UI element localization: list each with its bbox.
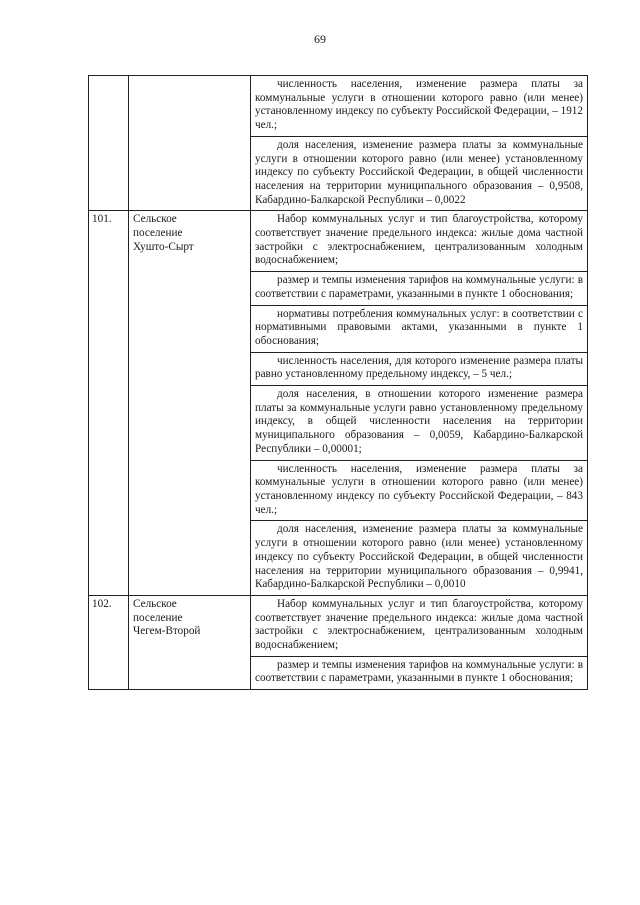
settlement-name: [129, 595, 251, 689]
row-description: [251, 76, 588, 211]
paragraph: Набор коммунальных услуг и тип благоустройства, которому соответствует значение предельного индекса: жилые дома частной застройки с электроснабжением, централизованным холодным водоснабжением;: [251, 596, 587, 657]
table-row: [89, 211, 588, 596]
settlement-name: [129, 211, 251, 596]
document-table: [88, 75, 588, 690]
paragraph: доля населения, изменение размера платы за коммунальные услуги в отношении которого равно (или менее) установленному индексу по субъекту Российской Федерации, в общей численности населения на территории муниципального образования – 0,9941, Кабардино-Балкарской Республики – 0,0010: [255, 523, 583, 591]
table-row: [89, 76, 588, 211]
paragraph: численность населения, изменение размера платы за коммунальные услуги в отношении которого равно (или менее) установленному индексу по субъекту Российской Федерации, – 843 чел.;: [251, 461, 587, 522]
paragraph: размер и темпы изменения тарифов на коммунальные услуги: в соответствии с параметрами, указанными в пункте 1 обоснования;: [251, 272, 587, 305]
row-description: [251, 595, 588, 689]
settlement-name-line: поселение: [133, 227, 183, 240]
paragraph: доля населения, изменение размера платы за коммунальные услуги в отношении которого равно (или менее) установленному индексу по субъекту Российской Федерации, в общей численности населения на территории муниципального образования – 0,9508, Кабардино-Балкарской Республики – 0,0022: [255, 138, 583, 206]
settlement-name-line: Сельское: [133, 213, 177, 226]
row-number: 101.: [89, 211, 129, 596]
table-row: [89, 595, 588, 689]
paragraph: численность населения, для которого изменение размера платы равно установленному предельному индексу, – 5 чел.;: [251, 353, 587, 386]
settlement-name-line: Сельское: [133, 597, 177, 610]
row-description: [251, 211, 588, 596]
row-number: [89, 76, 129, 211]
settlement-name-line: Чегем-Второй: [133, 625, 201, 638]
settlement-name-line: поселение: [133, 611, 183, 624]
paragraph: Набор коммунальных услуг и тип благоустройства, которому соответствует значение предельного индекса: жилые дома частной застройки с электроснабжением, централизованным холодным водоснабжением;: [251, 211, 587, 272]
paragraph: численность населения, изменение размера платы за коммунальные услуги в отношении которого равно (или менее) установленному индексу по субъекту Российской Федерации, – 1912 чел.;: [251, 76, 587, 137]
settlement-name-line: Хушто-Сырт: [133, 240, 194, 253]
paragraph: размер и темпы изменения тарифов на коммунальные услуги: в соответствии с параметрами, указанными в пункте 1 обоснования;: [255, 658, 583, 685]
row-number: 102.: [89, 595, 129, 689]
page-number: 69: [314, 32, 326, 46]
paragraph: доля населения, в отношении которого изменение размера платы за коммунальные услуги равно установленному предельному индексу, в общей численности населения на территории муниципального образования – 0,0059, Кабардино-Балкарской Республики – 0,00001;: [251, 386, 587, 461]
paragraph: нормативы потребления коммунальных услуг: в соответствии с нормативными правовыми актами, указанными в пункте 1 обоснования;: [251, 306, 587, 353]
settlement-name: [129, 76, 251, 211]
